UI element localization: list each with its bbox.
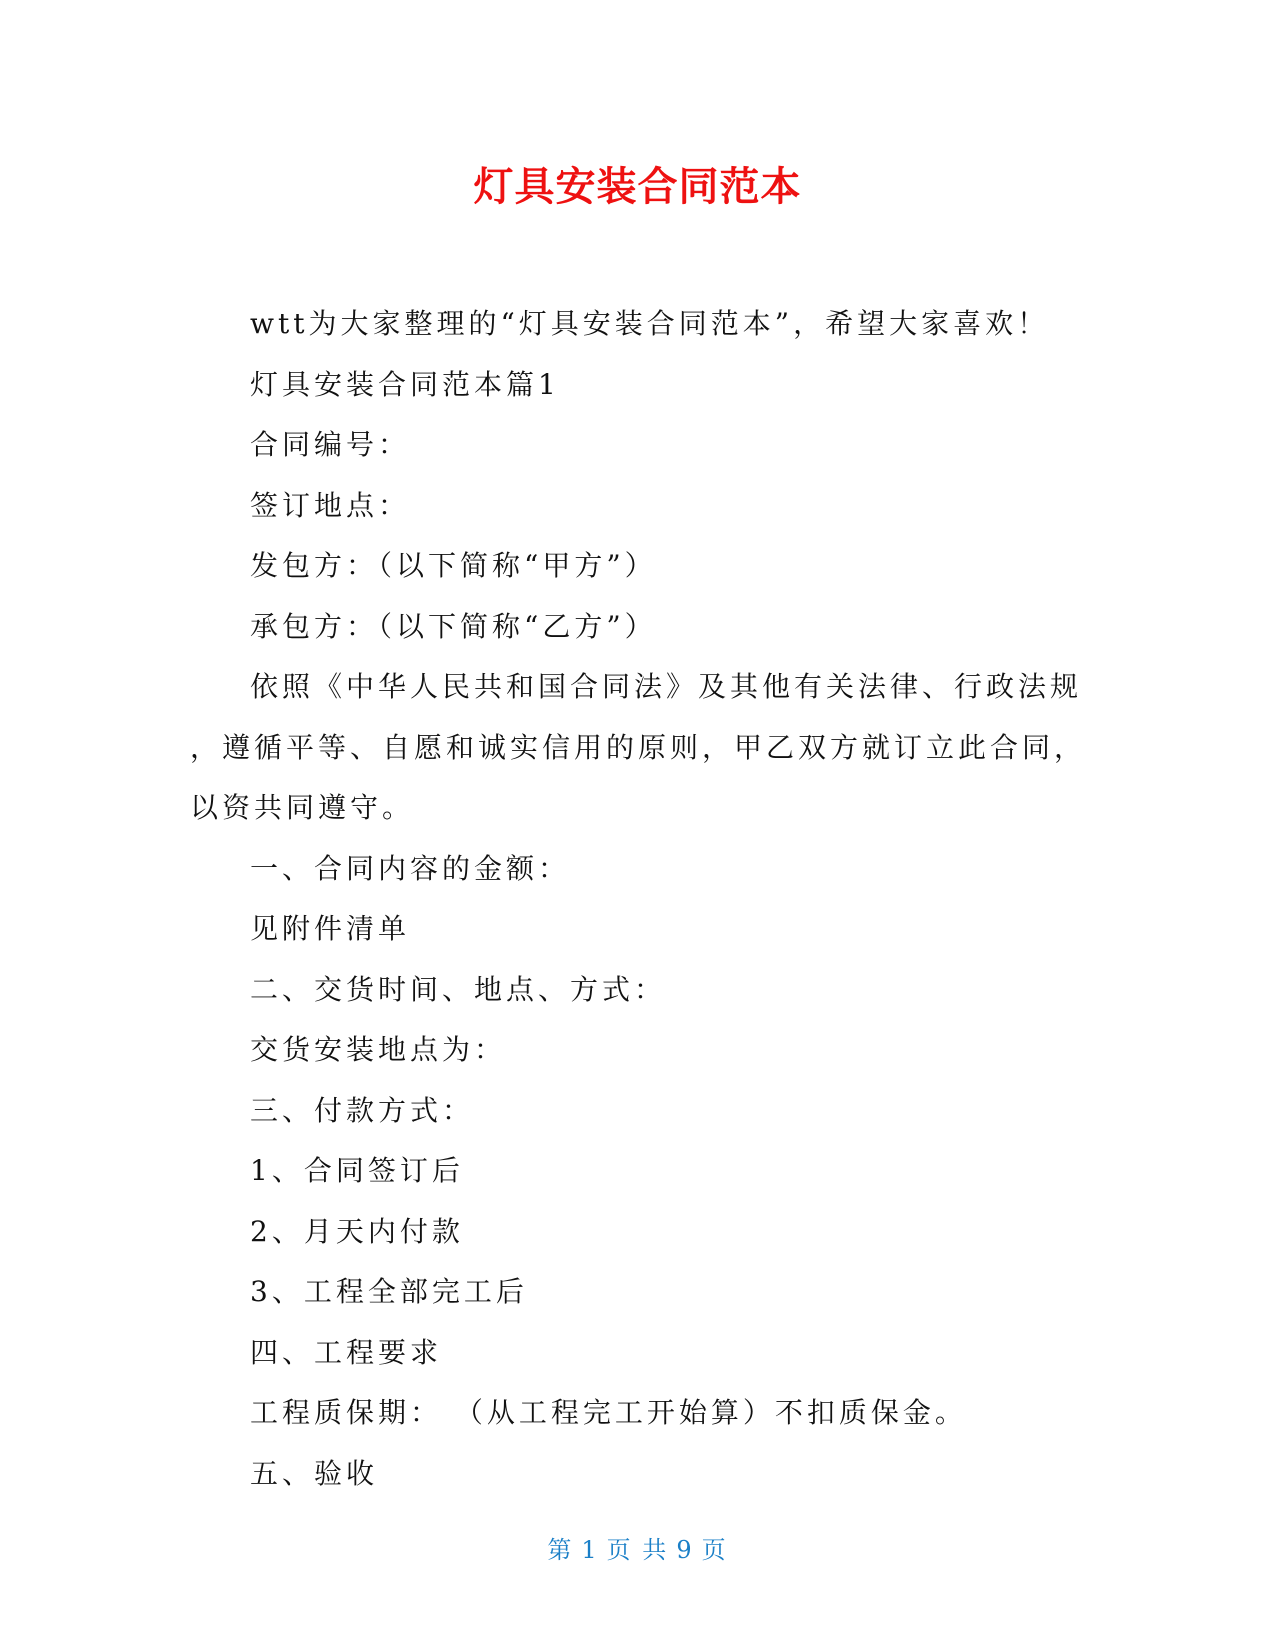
total-pages-number: 9 [676,1536,694,1564]
clause-1-text: 见附件清单 [250,912,411,945]
current-page-number: 1 [581,1536,599,1564]
document-body [190,294,1087,1504]
clause-4-heading: 四、工程要求 [250,1335,443,1369]
legal-basis-line-3: 以资共同遵守。 [190,791,415,824]
payment-item-1: 1、合同签订后 [250,1154,464,1187]
payment-item-2: 2、月天内付款 [250,1214,464,1248]
legal-basis-line-2: ，遵循平等、自愿和诚实信用的原则，甲乙双方就订立此合同， [190,730,1087,764]
footer-mid: 页 共 [606,1536,669,1564]
clause-2-text: 交货安装地点为： [250,1033,507,1066]
clause-2-heading: 二、交货时间、地点、方式： [250,972,667,1006]
footer-suffix: 页 [701,1536,728,1564]
clause-3-heading: 三、付款方式： [250,1093,475,1127]
contract-number-line: 合同编号： [250,428,411,461]
clause-1-heading: 一、合同内容的金额： [250,851,571,885]
payment-item-3: 3、工程全部完工后 [250,1275,528,1308]
section-heading: 灯具安装合同范本篇1 [250,367,560,401]
page-footer [0,1535,1275,1565]
legal-basis-line-1: 依照《中华人民共和国合同法》及其他有关法律、行政法规 [250,670,1083,703]
party-a-line: 发包方：（以下简称“甲方”） [250,549,657,582]
intro-paragraph: wtt为大家整理的“灯具安装合同范本”，希望大家喜欢！ [250,307,1050,340]
document-title: 灯具安装合同范本 [473,164,802,210]
clause-5-heading: 五、验收 [250,1456,379,1490]
signing-place-line: 签订地点： [250,488,411,522]
party-b-line: 承包方：（以下简称“乙方”） [250,609,657,643]
footer-prefix: 第 [547,1536,574,1564]
warranty-line: 工程质保期： （从工程完工开始算）不扣质保金。 [250,1396,967,1429]
